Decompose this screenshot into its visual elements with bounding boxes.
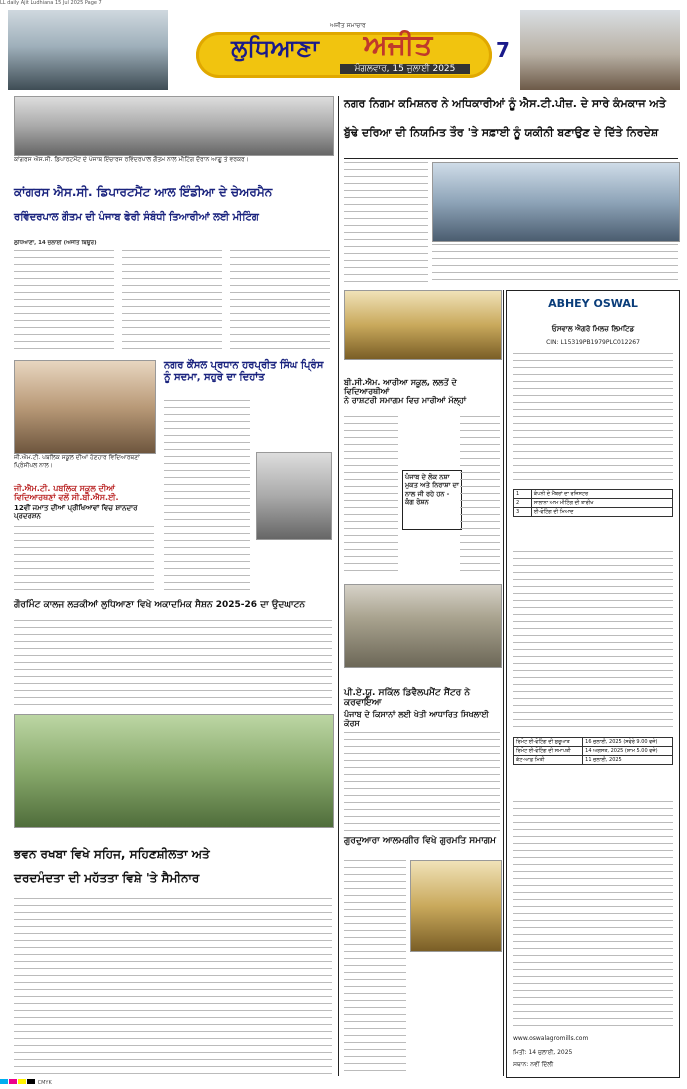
council-body bbox=[164, 400, 250, 596]
advert-more-instructions bbox=[513, 801, 673, 1031]
top-story-rule bbox=[344, 158, 678, 159]
advert-brand: ABHEY OSWAL bbox=[548, 297, 638, 310]
column-divider bbox=[503, 290, 504, 1076]
pau-body bbox=[344, 732, 500, 832]
masthead-left-photo bbox=[8, 10, 168, 90]
council-headline: ਨਗਰ ਕੌਂਸਲ ਪ੍ਰਧਾਨ ਹਰਪ੍ਰੀਤ ਸਿੰਘ ਪ੍ਰਿੰਸ ਨੂੰ ਸਦਮਾ, ਸਹੁਰੇ ਦਾ ਦਿਹਾਂਤ bbox=[164, 360, 324, 383]
school-headline-1: ਜੀ.ਐਮ.ਟੀ. ਪਬਲਿਕ ਸਕੂਲ ਦੀਆਂ ਵਿਦਿਆਰਥਣਾਂ ਵਲੋਂ ਸੀ.ਬੀ.ਐਸ.ਈ. bbox=[14, 484, 119, 503]
magenta-swatch bbox=[9, 1079, 17, 1084]
congress-column-1 bbox=[14, 250, 114, 350]
school-photo-caption: ਜੀ.ਐਮ.ਟੀ. ਪਬਲਿਕ ਸਕੂਲ ਦੀਆਂ ਹੋਣਹਾਰ ਵਿਦਿਆਰਥਣਾਂ ਪ੍ਰਿੰਸੀਪਲ ਨਾਲ। bbox=[14, 454, 140, 469]
masthead-date: ਮੰਗਲਵਾਰ, 15 ਜੁਲਾਈ 2025 bbox=[340, 64, 470, 74]
seminar-headline-1: ਭਵਨ ਰਖਬਾ ਵਿਖੇ ਸਹਿਜ, ਸਹਿਣਸ਼ੀਲਤਾ ਅਤੇ bbox=[14, 847, 210, 861]
advert-table bbox=[513, 489, 673, 517]
bcm-body-col-2 bbox=[460, 416, 500, 576]
pau-headline-2: ਪੰਜਾਬ ਦੇ ਕਿਸਾਨਾਂ ਲਈ ਖੇਤੀ ਆਧਾਰਿਤ ਸਿਖਲਾਈ ਕੋਰਸ bbox=[344, 710, 489, 729]
advert-schedule-row bbox=[514, 756, 673, 765]
advert-schedule-table bbox=[513, 737, 673, 765]
advert-instructions bbox=[513, 551, 673, 731]
bcm-headline-2: ਨੇ ਰਾਸ਼ਟਰੀ ਸਮਾਗਮ ਵਿਚ ਮਾਰੀਆਂ ਮੱਲ੍ਹਾਂ bbox=[344, 396, 467, 405]
plantation-caption bbox=[14, 828, 332, 844]
footer-label: CMYK bbox=[37, 1080, 52, 1086]
advert-schedule-label: ਰਿਮੋਟ ਈ-ਵੋਟਿੰਗ ਦੀ ਸ਼ੁਰੂਆਤ bbox=[514, 738, 583, 747]
advert-row-no: 1 bbox=[514, 490, 532, 499]
advert-schedule-label: ਕੱਟ-ਆਫ਼ ਮਿਤੀ bbox=[514, 756, 583, 765]
advert-schedule-value: 16 ਜੁਲਾਈ, 2025 (ਸਵੇਰੇ 9.00 ਵਜੇ) bbox=[583, 738, 673, 747]
congress-headline-1: ਕਾਂਗਰਸ ਐਸ.ਸੀ. ਡਿਪਾਰਟਮੈਂਟ ਆਲ ਇੰਡੀਆ ਦੇ ਚੇਅਰਮੈਨ bbox=[14, 185, 273, 199]
advert-notice-body bbox=[513, 353, 673, 483]
school-students-photo bbox=[14, 360, 156, 454]
advert-table-row bbox=[514, 490, 673, 499]
college-group-photo bbox=[344, 584, 502, 668]
bcm-headline-1: ਬੀ.ਸੀ.ਐਮ. ਆਰੀਆ ਸਕੂਲ, ਲਲਤੋਂ ਦੇ ਵਿਦਿਆਰਥੀਆਂ bbox=[344, 378, 457, 397]
print-slug: LL daily Ajit Ludhiana 15 Jul 2025 Page 7 bbox=[0, 0, 102, 6]
advert-schedule-value: 11 ਜੁਲਾਈ, 2025 bbox=[583, 756, 673, 765]
column-divider bbox=[338, 96, 339, 1076]
cyan-swatch bbox=[0, 1079, 8, 1084]
masthead-right-photo bbox=[520, 10, 680, 90]
municipal-body-col-2 bbox=[432, 244, 678, 284]
advert-row-item: ਈ-ਵੋਟਿੰਗ ਦੀ ਮਿਆਦ bbox=[531, 508, 672, 517]
masthead-tag: ਅਜੀਤ ਸਮਾਚਾਰ bbox=[330, 22, 366, 29]
advert-date: ਮਿਤੀ: 14 ਜੁਲਾਈ, 2025 bbox=[513, 1049, 573, 1056]
advert-schedule-row bbox=[514, 738, 673, 747]
congress-column-2 bbox=[122, 250, 222, 350]
seminar-body bbox=[14, 898, 332, 1076]
top-story-headline-1: ਨਗਰ ਨਿਗਮ ਕਮਿਸ਼ਨਰ ਨੇ ਅਧਿਕਾਰੀਆਂ ਨੂੰ ਐਸ.ਟੀ.ਪੀਜ਼. ਦੇ ਸਾਰੇ ਕੰਮਕਾਜ ਅਤੇ bbox=[344, 97, 666, 110]
plantation-photo bbox=[14, 714, 334, 828]
advert-row-item: ਕੰਪਨੀ ਦੇ ਮੈਂਬਰਾਂ ਦਾ ਰਜਿਸਟਰ bbox=[531, 490, 672, 499]
college-photo-caption bbox=[344, 668, 500, 682]
advert-row-no: 2 bbox=[514, 499, 532, 508]
bcm-pull-quote: ਪੰਜਾਬ ਦੇ ਲੋਕ ਨਸ਼ਾ ਮੁਕਤ ਅਤੇ ਨਿਰਾਸ਼ਾ ਦਾ ਨਾਲ ਜੀ ਰਹੇ ਹਨ - ਕੰਗ ਰੋਸ਼ਨ bbox=[402, 470, 462, 530]
congress-column-3 bbox=[230, 250, 330, 350]
advert-website: www.oswalagromills.com bbox=[513, 1035, 589, 1042]
college-body bbox=[14, 620, 332, 710]
masthead bbox=[0, 8, 687, 94]
advert-table-row bbox=[514, 499, 673, 508]
advert-place: ਸਥਾਨ: ਨਵੀਂ ਦਿੱਲੀ bbox=[513, 1061, 554, 1068]
advert-schedule-label: ਰਿਮੋਟ ਈ-ਵੋਟਿੰਗ ਦੀ ਸਮਾਪਤੀ bbox=[514, 747, 583, 756]
bcm-body-col-1 bbox=[344, 416, 398, 576]
school-body bbox=[14, 526, 154, 596]
gurmat-body bbox=[344, 860, 406, 1076]
obituary-portrait bbox=[256, 452, 332, 540]
pau-headline-1: ਪੀ.ਏ.ਯੂ. ਸਕਿੱਲ ਡਿਵੈਲਪਮੈਂਟ ਸੈਂਟਰ ਨੇ ਕਰਵਾਇਆ bbox=[344, 688, 470, 709]
gurmat-headline: ਗੁਰਦੁਆਰਾ ਆਲਮਗੀਰ ਵਿਖੇ ਗੁਰਮਤਿ ਸਮਾਗਮ bbox=[344, 836, 496, 846]
page-number: 7 bbox=[496, 38, 510, 62]
advert-row-item: ਸਾਲਾਨਾ ਆਮ ਮੀਟਿੰਗ ਦੀ ਤਾਰੀਖ bbox=[531, 499, 672, 508]
yellow-swatch bbox=[18, 1079, 26, 1084]
oswal-advert bbox=[506, 290, 680, 1078]
award-photo-caption bbox=[344, 360, 500, 374]
advert-schedule-row bbox=[514, 747, 673, 756]
masthead-city: ਲੁਧਿਆਣਾ bbox=[231, 34, 319, 62]
municipal-body-col-1 bbox=[344, 162, 428, 282]
advert-company: ਓਸਵਾਲ ਐਗਰੋ ਮਿਲਜ਼ ਲਿਮਟਿਡ bbox=[551, 325, 635, 333]
advert-table-row bbox=[514, 508, 673, 517]
congress-photo-caption: ਕਾਂਗਰਸ ਐਸ.ਸੀ. ਡਿਪਾਰਟਮੈਂਟ ਦੇ ਪੰਜਾਬ ਇੰਚਾਰਜ ਰਵਿੰਦਰਪਾਲ ਗੌਤਮ ਨਾਲ ਮੀਟਿੰਗ ਦੌਰਾਨ ਆਗੂ ਤੇ ਵਰਕਰ। bbox=[14, 156, 249, 163]
school-headline-2: 12ਵੀਂ ਜਮਾਤ ਦੀਆਂ ਪ੍ਰੀਖਿਆਵਾਂ ਵਿਚ ਸ਼ਾਨਦਾਰ ਪ੍ਰਦਰਸ਼ਨ bbox=[14, 504, 138, 521]
black-swatch bbox=[27, 1079, 35, 1084]
congress-headline-2: ਰਵਿੰਦਰਪਾਲ ਗੌਤਮ ਦੀ ਪੰਜਾਬ ਫੇਰੀ ਸੰਬੰਧੀ ਤਿਆਰੀਆਂ ਲਈ ਮੀਟਿੰਗ bbox=[14, 212, 259, 223]
municipal-meeting-photo bbox=[432, 162, 680, 242]
congress-group-photo bbox=[14, 96, 334, 156]
masthead-paper-name: ਅਜੀਤ bbox=[363, 28, 433, 61]
gurmat-photo bbox=[410, 860, 502, 952]
award-ceremony-photo bbox=[344, 290, 502, 360]
seminar-headline-2: ਦਰਦਮੰਦਤਾ ਦੀ ਮਹੱਤਤਾ ਵਿਸ਼ੇ 'ਤੇ ਸੈਮੀਨਾਰ bbox=[14, 871, 200, 885]
advert-schedule-value: 14 ਅਗਸਤ, 2025 (ਸ਼ਾਮ 5.00 ਵਜੇ) bbox=[583, 747, 673, 756]
top-story-headline-2: ਬੁੱਢੇ ਦਰਿਆ ਦੀ ਨਿਯਮਿਤ ਤੌਰ 'ਤੇ ਸਫ਼ਾਈ ਨੂੰ ਯਕੀਨੀ ਬਣਾਉਣ ਦੇ ਦਿੱਤੇ ਨਿਰਦੇਸ਼ bbox=[344, 126, 659, 139]
print-footer bbox=[0, 1079, 687, 1089]
congress-byline: ਲੁਧਿਆਣਾ, 14 ਜੁਲਾਈ (ਅਜੀਤ ਬਿਊਰੋ) bbox=[14, 240, 97, 246]
advert-cin: CIN: L15319PB1979PLC012267 bbox=[546, 339, 640, 346]
advert-row-no: 3 bbox=[514, 508, 532, 517]
college-headline: ਗੌਰਮਿੰਟ ਕਾਲਜ ਲੜਕੀਆਂ ਲੁਧਿਆਣਾ ਵਿਖੇ ਅਕਾਦਮਿਕ ਸੈਸ਼ਨ 2025-26 ਦਾ ਉਦਘਾਟਨ bbox=[14, 600, 305, 610]
